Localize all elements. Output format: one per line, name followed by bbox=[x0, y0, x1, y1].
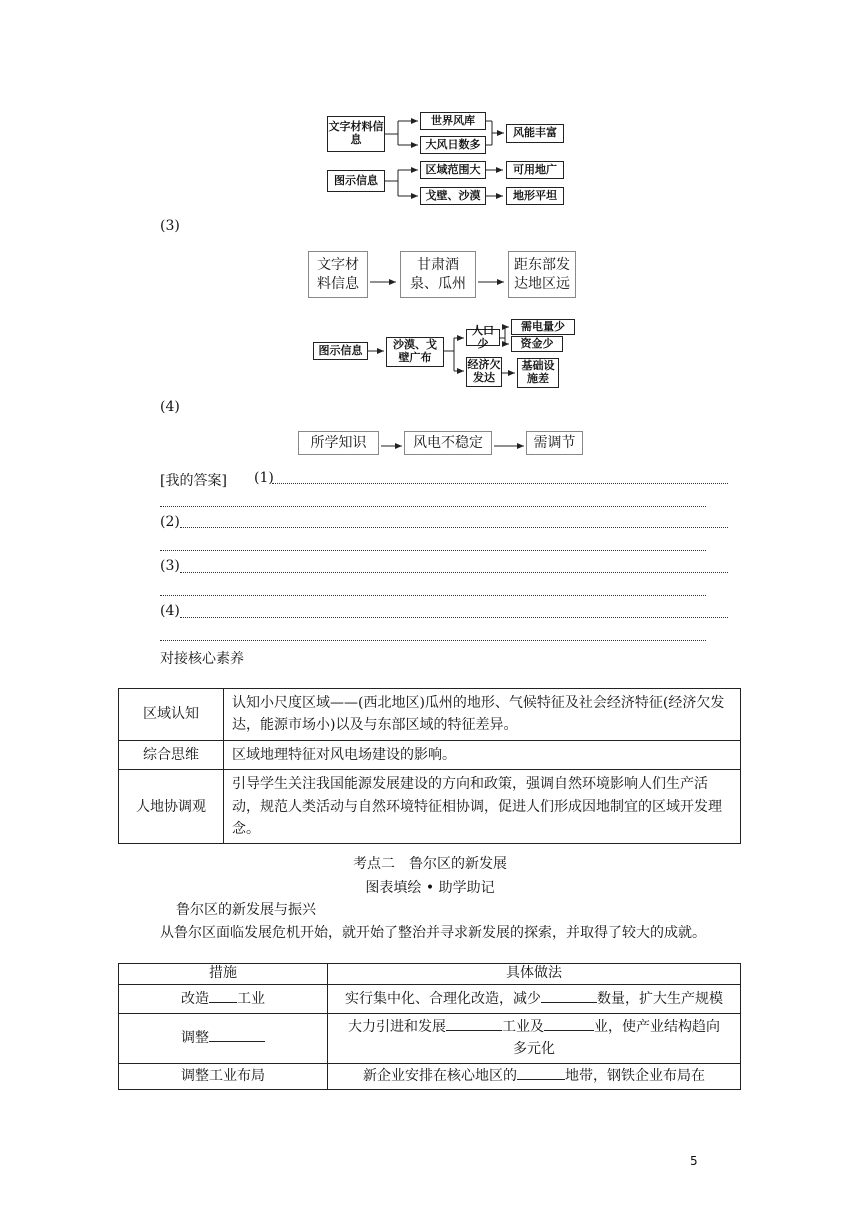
box-gobi-desert: 戈壁、沙漠 bbox=[420, 187, 486, 205]
answer-4-line-2[interactable] bbox=[160, 640, 706, 641]
box-knowledge: 所学知识 bbox=[298, 431, 379, 455]
box-text-material-3: 文字材料信息 bbox=[308, 251, 368, 298]
box-far-east: 距东部发达地区远 bbox=[508, 251, 576, 298]
answer-4-label: (4) bbox=[160, 603, 180, 619]
label-4: (4) bbox=[160, 399, 180, 415]
box-wind-rich: 风能丰富 bbox=[506, 124, 564, 143]
box-less-power: 需电量少 bbox=[511, 319, 575, 335]
box-desert-gobi: 沙漠、戈壁广布 bbox=[386, 337, 444, 367]
core-desc: 区域地理特征对风电场建设的影响。 bbox=[224, 740, 741, 769]
core-desc: 引导学生关注我国能源发展建设的方向和政策，强调自然环境影响人们生产活动，规范人类活动与自然环境特征相协调，促进人们形成因地制宜的区域开发理念。 bbox=[224, 770, 741, 844]
measure-text: 改造 bbox=[181, 990, 209, 1007]
method-text: 大力引进和发展 bbox=[348, 1018, 446, 1035]
fill-blank[interactable] bbox=[209, 1041, 265, 1042]
answer-1-line[interactable] bbox=[272, 483, 728, 484]
table-row bbox=[119, 689, 741, 741]
box-poor-infra: 基础设施差 bbox=[517, 358, 559, 388]
core-name: 区域认知 bbox=[119, 689, 224, 741]
fill-blank[interactable] bbox=[544, 1030, 594, 1031]
method-cell bbox=[328, 1013, 741, 1063]
core-name: 综合思维 bbox=[119, 740, 224, 769]
box-unstable: 风电不稳定 bbox=[404, 431, 492, 455]
answer-2-line-2[interactable] bbox=[160, 550, 706, 551]
answer-1-line-2[interactable] bbox=[160, 506, 706, 507]
fill-blank[interactable] bbox=[517, 1079, 565, 1080]
table-row bbox=[119, 770, 741, 844]
box-figure-info: 图示信息 bbox=[327, 170, 385, 192]
box-regulate: 需调节 bbox=[526, 431, 583, 455]
method-text-2: 数量，扩大生产规模 bbox=[597, 990, 723, 1007]
answer-4-line[interactable] bbox=[180, 617, 728, 618]
core-name: 人地协调观 bbox=[119, 770, 224, 844]
box-figure-info-3: 图示信息 bbox=[313, 342, 368, 360]
page-number: 5 bbox=[690, 1154, 698, 1168]
box-economy-backward: 经济欠发达 bbox=[466, 357, 502, 387]
table-row bbox=[119, 1063, 741, 1090]
method-cell bbox=[328, 984, 741, 1013]
method-cell bbox=[328, 1063, 741, 1090]
answer-2-line[interactable] bbox=[180, 527, 728, 528]
method-text-2: 地带，钢铁企业布局在 bbox=[565, 1067, 705, 1084]
answer-3-label: (3) bbox=[160, 558, 180, 574]
measure-text: 调整 bbox=[181, 1030, 209, 1047]
box-text-material: 文字材料信息 bbox=[327, 116, 385, 152]
table-header bbox=[119, 964, 741, 985]
box-flat-terrain: 地形平坦 bbox=[506, 187, 564, 205]
section-intro: 从鲁尔区面临发展危机开始，就开始了整治并寻求新发展的探索，并取得了较大的成就。 bbox=[160, 925, 706, 941]
answer-3-line[interactable] bbox=[180, 572, 728, 573]
answer-1-label: (1) bbox=[254, 470, 274, 486]
table-row bbox=[119, 984, 741, 1013]
section-subtitle: 图表填绘 • 助学助记 bbox=[365, 880, 495, 896]
box-area-large: 区域范围大 bbox=[420, 161, 486, 179]
method-text-2: 工业及 bbox=[502, 1018, 544, 1035]
fill-blank[interactable] bbox=[209, 1002, 237, 1003]
answer-2-label: (2) bbox=[160, 514, 180, 530]
answer-prefix: [我的答案] bbox=[160, 473, 227, 489]
header-method: 具体做法 bbox=[328, 964, 741, 985]
fill-blank[interactable] bbox=[446, 1030, 502, 1031]
measure-cell bbox=[119, 984, 328, 1013]
box-windy-days: 大风日数多 bbox=[420, 136, 486, 154]
measure-cell bbox=[119, 1013, 328, 1063]
table-row bbox=[119, 740, 741, 769]
method-text: 实行集中化、合理化改造，减少 bbox=[345, 990, 541, 1007]
core-title: 对接核心素养 bbox=[160, 651, 244, 667]
method-text: 新企业安排在核心地区的 bbox=[363, 1067, 517, 1084]
answer-3-line-2[interactable] bbox=[160, 595, 706, 596]
box-land-wide: 可用地广 bbox=[506, 161, 564, 179]
section-heading: 鲁尔区的新发展与振兴 bbox=[176, 902, 316, 918]
header-measure: 措施 bbox=[119, 964, 328, 985]
ruhr-table bbox=[118, 963, 741, 1090]
box-few-people: 人口少 bbox=[466, 329, 500, 346]
box-less-capital: 资金少 bbox=[511, 336, 563, 352]
label-3: (3) bbox=[160, 218, 180, 234]
box-gansu: 甘肃酒泉、瓜州 bbox=[400, 251, 476, 298]
measure-cell: 调整工业布局 bbox=[119, 1063, 328, 1090]
core-table bbox=[118, 688, 741, 844]
box-world-wind: 世界风库 bbox=[420, 112, 486, 130]
fill-blank[interactable] bbox=[541, 1002, 597, 1003]
table-row bbox=[119, 1013, 741, 1063]
method-text-3: 业，使产业结构趋向多元化 bbox=[513, 1018, 720, 1058]
core-desc: 认知小尺度区域——(西北地区)瓜州的地形、气候特征及社会经济特征(经济欠发达，能源市场小)以及与东部区域的特征差异。 bbox=[224, 689, 741, 741]
measure-text-2: 工业 bbox=[237, 990, 265, 1007]
section-title: 考点二 鲁尔区的新发展 bbox=[353, 856, 507, 872]
